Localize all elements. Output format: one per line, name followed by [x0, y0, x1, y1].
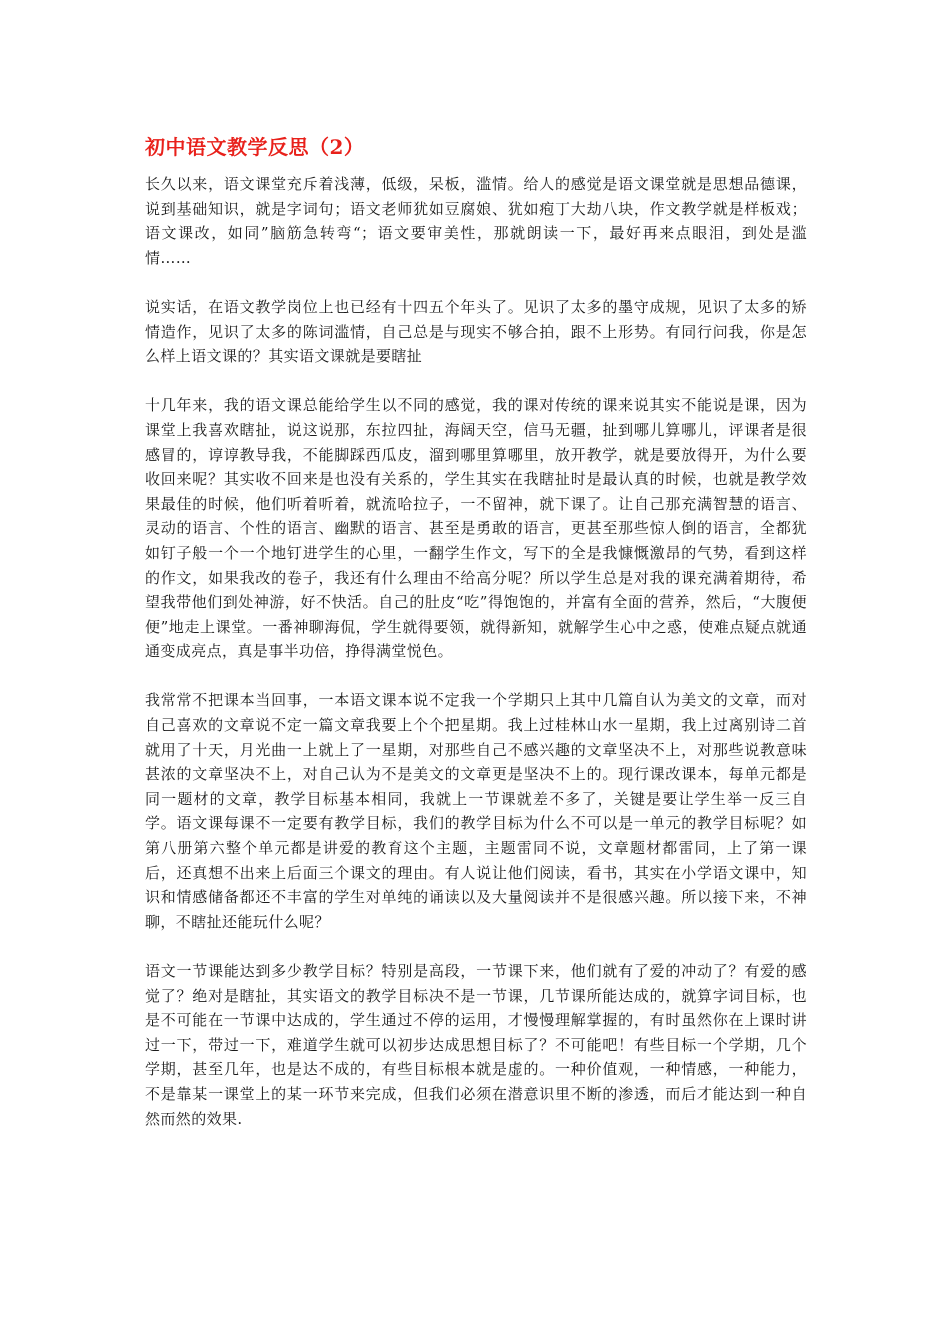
document-title: 初中语文教学反思（2）	[145, 135, 365, 159]
paragraph-4: 我常常不把课本当回事，一本语文课本说不定我一个学期只上其中几篇自认为美文的文章，而对自己喜欢的文章说不定一篇文章我要上个个把星期。我上过桂林山水一星期，我上过离别诗二首就用了十天，月光曲一上就上了一星期，对那些自己不感兴趣的文章坚决不上，对那些说教意味甚浓的文章坚决不上，对自己认为不是美文的文章更是坚决不上的。现行课改课本，每单元都是同一题材的文章，教学目标基本相同，我就上一节课就差不多了，关键是要让学生举一反三自学。语文课每课不一定要有教学目标，我们的教学目标为什么不可以是一单元的教学目标呢？如第八册第六整个单元都是讲爱的教育这个主题，主题雷同不说，文章题材都雷同，上了第一课后，还真想不出来上后面三个课文的理由。有人说让他们阅读，看书，其实在小学语文课中，知识和情感储备都还不丰富的学生对单纯的诵读以及大量阅读并不是很感兴趣。所以接下来，不神聊，不瞎扯还能玩什么呢？	[145, 691, 807, 931]
document-page	[145, 132, 807, 1156]
paragraph-1: 长久以来，语文课堂充斥着浅薄，低级，呆板，滥情。给人的感觉是语文课堂就是思想品德课，说到基础知识，就是字词句；语文老师犹如豆腐娘、犹如疱丁大劫八块，作文教学就是样板戏；语文课改，如同”脑筋急转弯“；语文要审美性，那就朗读一下，最好再来点眼泪，到处是滥情……	[145, 175, 807, 267]
paragraph-3: 十几年来，我的语文课总能给学生以不同的感觉，我的课对传统的课来说其实不能说是课，因为课堂上我喜欢瞎扯，说这说那，东拉四扯，海阔天空，信马无疆，扯到哪儿算哪儿，评课者是很感冒的，谆谆教导我，不能脚踩西瓜皮，溜到哪里算哪里，放开教学，就是要放得开，为什么要收回来呢？其实收不回来是也没有关系的，学生其实在我瞎扯时是最认真的时候，也就是教学效果最佳的时候，他们听着听着，就流哈拉子，一不留神，就下课了。让自己那充满智慧的语言、灵动的语言、个性的语言、幽默的语言、甚至是勇敢的语言，更甚至那些惊人倒的语言，全都犹如钉子般一个一个地钉进学生的心里，一翻学生作文，写下的全是我慷慨激昂的气势，看到这样的作文，如果我改的卷子，我还有什么理由不给高分呢？所以学生总是对我的课充满着期待，希望我带他们到处神游，好不快活。自己的肚皮“吃”得饱饱的，并富有全面的营养，然后，“大腹便便”地走上课堂。一番神聊海侃，学生就得要领，就得新知，就解学生心中之惑，使难点疑点就通通变成亮点，真是事半功倍，挣得满堂悦色。	[145, 396, 807, 661]
paragraph-5: 语文一节课能达到多少教学目标？特别是高段，一节课下来，他们就有了爱的冲动了？有爱的感觉了？绝对是瞎扯，其实语文的教学目标决不是一节课，几节课所能达成的，就算字词目标，也是不可能在一节课中达成的，学生通过不停的运用，才慢慢理解掌握的，有时虽然你在上课时讲过一下，带过一下，难道学生就可以初步达成思想目标了？不可能吧！有些目标一个学期，几个学期，甚至几年，也是达不成的，有些目标根本就是虚的。一种价值观，一种情感，一种能力，不是靠某一课堂上的某一环节来完成，但我们必须在潜意识里不断的渗透，而后才能达到一种自然而然的效果.	[145, 962, 807, 1128]
paragraph-2: 说实话，在语文教学岗位上也已经有十四五个年头了。见识了太多的墨守成规，见识了太多的矫情造作，见识了太多的陈词滥情，自己总是与现实不够合拍，跟不上形势。有同行问我，你是怎么样上语文课的？其实语文课就是要瞎扯	[145, 297, 807, 366]
